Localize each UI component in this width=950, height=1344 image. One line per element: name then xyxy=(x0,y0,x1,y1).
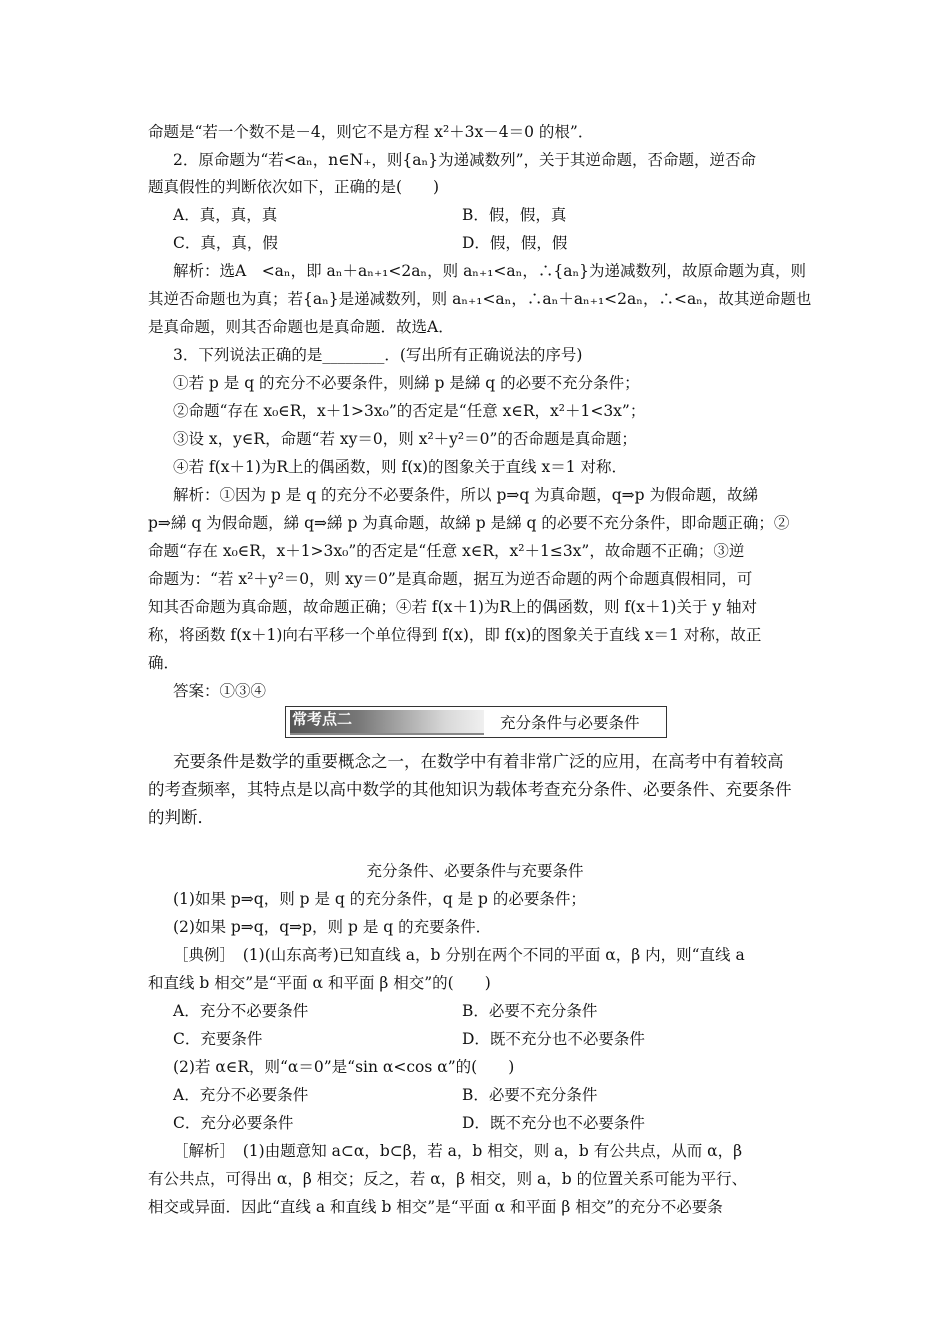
ex1-option-a: A．充分不必要条件 xyxy=(173,1002,309,1020)
option-b: B．假，假，真 xyxy=(462,206,567,224)
ex2-option-a: A．充分不必要条件 xyxy=(173,1086,309,1104)
option-c: C．真，真，假 xyxy=(173,234,278,252)
line-30: 相交或异面．因此“直线 a 和直线 b 相交”是“平面 α 和平面 β 相交”的充分不必要条 xyxy=(148,1198,723,1216)
line-10: ③设 x，y∈R，命题“若 xy＝0，则 x²＋y²＝0”的否命题是真命题； xyxy=(173,430,637,448)
line-15: 命题为：“若 x²＋y²＝0，则 xy＝0”是真命题，据互为逆否命题的两个命题真假相同，可 xyxy=(148,570,753,588)
section-title: 充分条件、必要条件与充要条件 xyxy=(366,862,584,880)
line-6: 是真命题，则其否命题也是真命题．故选A． xyxy=(148,318,454,336)
line-28: ［解析］ (1)由题意知 a⊂α，b⊂β，若 a，b 相交，则 a，b 有公共点，从而 α，β xyxy=(173,1142,743,1160)
badge-tag: 常考点二 xyxy=(292,710,353,728)
line-25: ［典例］ (1)(山东高考)已知直线 a，b 分别在两个不同的平面 α，β 内，则“直线 a xyxy=(173,946,745,964)
ex1-option-d: D．既不充分也不必要条件 xyxy=(462,1030,645,1048)
line-3: 题真假性的判断依次如下，正确的是( ) xyxy=(148,178,440,196)
line-29: 有公共点，可得出 α，β 相交；反之，若 α，β 相交，则 a，b 的位置关系可能为平行、 xyxy=(148,1170,748,1188)
line-4: 解析：选A <aₙ，即 aₙ＋aₙ₊₁<2aₙ，则 aₙ₊₁<aₙ，∴{aₙ}为递减数列，故原命题为真，则 xyxy=(173,262,807,280)
line-5: 其逆否命题也为真；若{aₙ}是递减数列，则 aₙ₊₁<aₙ，∴aₙ＋aₙ₊₁<2aₙ，∴<aₙ，故其逆命题也 xyxy=(148,290,812,308)
line-17: 称，将函数 f(x＋1)向右平移一个单位得到 f(x)，即 f(x)的图象关于直线 x＝1 对称，故正 xyxy=(148,626,762,644)
line-7: 3．下列说法正确的是________．(写出所有正确说法的序号) xyxy=(173,346,583,364)
line-24: (2)如果 p⇒q，q⇒p，则 p 是 q 的充要条件． xyxy=(173,918,492,936)
line-22: 的判断． xyxy=(148,808,214,827)
ex2-option-d: D．既不充分也不必要条件 xyxy=(462,1114,645,1132)
ex1-option-c: C．充要条件 xyxy=(173,1030,263,1048)
ex2-option-b: B．必要不充分条件 xyxy=(462,1086,598,1104)
option-d: D．假，假，假 xyxy=(462,234,568,252)
ex1-option-b: B．必要不充分条件 xyxy=(462,1002,598,1020)
line-13: p⇒綈 q 为假命题，綈 q⇒綈 p 为真命题，故綈 p 是綈 q 的必要不充分条件，即命题正确；② xyxy=(148,514,790,532)
line-19: 答案：①③④ xyxy=(173,682,267,700)
line-9: ②命题“存在 x₀∈R，x＋1>3x₀”的否定是“任意 x∈R，x²＋1<3x”； xyxy=(173,402,646,420)
line-2: 2．原命题为“若<aₙ，n∈N₊，则{aₙ}为递减数列”，关于其逆命题，否命题，逆否命 xyxy=(173,151,757,169)
line-27: (2)若 α∈R，则“α＝0”是“sin α<cos α”的( ) xyxy=(173,1058,515,1076)
option-a: A．真，真，真 xyxy=(173,206,278,224)
line-26: 和直线 b 相交”是“平面 α 和平面 β 相交”的( ) xyxy=(148,974,491,992)
line-1: 命题是“若一个数不是－4，则它不是方程 x²＋3x－4＝0 的根”． xyxy=(148,123,594,141)
line-8: ①若 p 是 q 的充分不必要条件，则綈 p 是綈 q 的必要不充分条件； xyxy=(173,374,640,392)
badge-underline xyxy=(290,733,484,735)
line-20: 充要条件是数学的重要概念之一，在数学中有着非常广泛的应用，在高考中有着较高 xyxy=(173,752,784,771)
section-badge xyxy=(285,706,667,738)
line-11: ④若 f(x＋1)为R上的偶函数，则 f(x)的图象关于直线 x＝1 对称． xyxy=(173,458,627,476)
line-21: 的考查频率，其特点是以高中数学的其他知识为载体考查充分条件、必要条件、充要条件 xyxy=(148,780,792,799)
line-23: (1)如果 p⇒q，则 p 是 q 的充分条件，q 是 p 的必要条件； xyxy=(173,890,586,908)
line-14: 命题“存在 x₀∈R，x＋1>3x₀”的否定是“任意 x∈R，x²＋1≤3x”，故命题不正确；③逆 xyxy=(148,542,745,560)
line-18: 确． xyxy=(148,654,180,672)
line-16: 知其否命题为真命题，故命题正确；④若 f(x＋1)为R上的偶函数，则 f(x＋1)关于 y 轴对 xyxy=(148,598,758,616)
badge-title: 充分条件与必要条件 xyxy=(500,714,640,732)
line-12: 解析：①因为 p 是 q 的充分不必要条件，所以 p⇒q 为真命题，q⇒p 为假命题，故綈 xyxy=(173,486,758,504)
ex2-option-c: C．充分必要条件 xyxy=(173,1114,294,1132)
